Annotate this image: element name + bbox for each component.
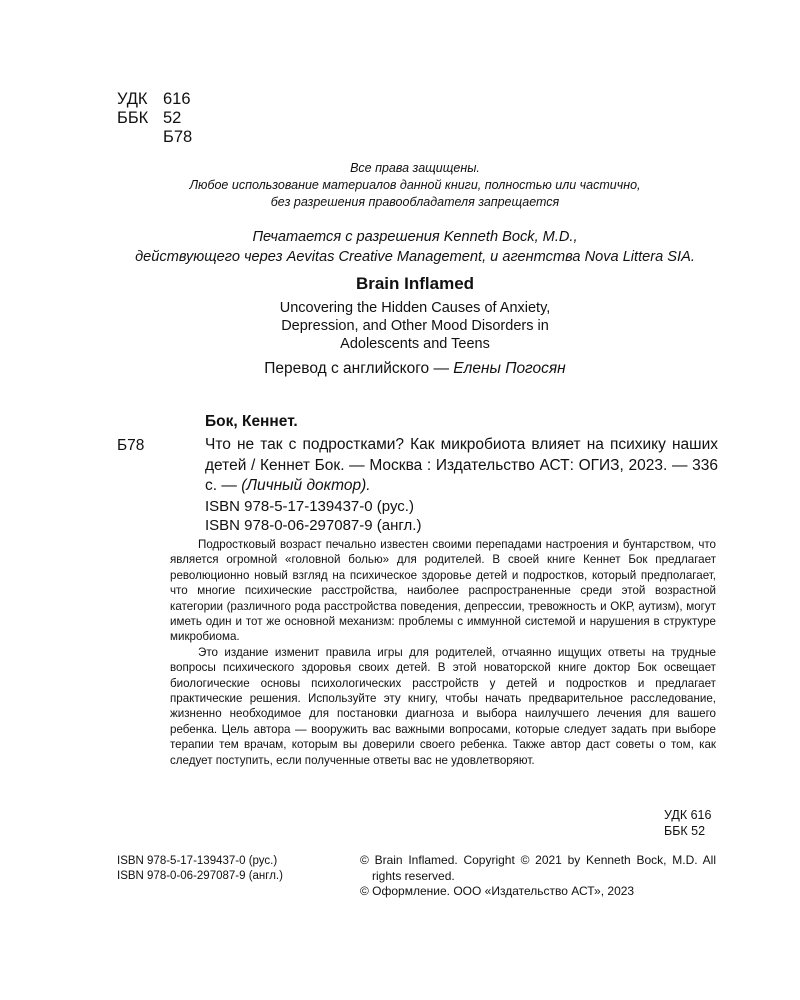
translation-credit (100, 360, 730, 378)
rights-notice (110, 160, 720, 211)
classification-bottom (664, 808, 711, 839)
abstract-paragraph: Это издание изменит правила игры для родителей, отчаянно ищущих ответы на трудные вопросы психического здоровья своих детей. В этой новаторской книге доктор Бок освещает биологические основы психологических расстройств у детей и подростков и предлагает практические решения. Используйте эту книгу, чтобы начать предварительное расследование, жизненно необходимое для постановки диагноза и выбора наилучшего лечения для вашего ребенка. Цель автора — вооружить вас важными вопросами, которые следует задать при выборе терапии тем врачам, которым вы доверили своего ребенка. Также автор даст советы о том, как следует поступить, если полученные ответы вас не удовлетворяют. (170, 645, 716, 767)
rights-line: Любое использование материалов данной книги, полностью или частично, (189, 178, 641, 192)
classification-codes (117, 90, 192, 147)
catalog-author: Бок, Кеннет. (205, 413, 298, 430)
isbn-en: ISBN 978-0-06-297087-9 (англ.) (205, 517, 422, 534)
original-subtitle (200, 299, 630, 353)
translator-name: Елены Погосян (453, 360, 566, 377)
rights-line: без разрешения правообладателя запрещается (270, 195, 560, 209)
permission-line: Печатается с разрешения Kenneth Bock, M.D., (252, 229, 578, 245)
copyright-notice (360, 853, 716, 900)
udk-label: УДК (117, 90, 148, 108)
rights-line: Все права защищены. (350, 161, 480, 175)
author-mark: Б78 (163, 128, 193, 146)
bbk-bottom: ББК 52 (664, 823, 706, 838)
original-title: Brain Inflamed (355, 274, 475, 293)
catalog-shelf-mark: Б78 (117, 437, 145, 454)
footer-isbn-ru: ISBN 978-5-17-139437-0 (рус.) (117, 855, 278, 867)
subtitle-line: Depression, and Other Mood Disorders in (281, 318, 549, 334)
catalog-description (205, 435, 718, 497)
udk-value: 616 (163, 90, 191, 108)
bbk-label: ББК (117, 109, 149, 127)
subtitle-line: Uncovering the Hidden Causes of Anxiety, (279, 300, 551, 316)
abstract (170, 537, 716, 768)
description-text: Что не так с подростками? Как микробиота влияет на психику наших детей / Кеннет Бок. — Москва : Издательство АСТ: ОГИЗ, 2023. — 336 с. — (205, 436, 718, 494)
permission-notice (100, 227, 730, 267)
subtitle-line: Adolescents and Teens (340, 336, 490, 352)
bbk-value: 52 (163, 109, 182, 127)
footer-isbn (117, 854, 283, 884)
isbn-ru: ISBN 978-5-17-139437-0 (рус.) (205, 498, 414, 515)
copyright-line: © Brain Inflamed. Copyright © 2021 by Kenneth Bock, M.D. All rights reserved. (360, 853, 716, 883)
catalog-isbn (205, 497, 421, 535)
translation-prefix: Перевод с английского — (264, 360, 449, 377)
series-name: (Личный доктор). (241, 477, 371, 494)
udk-bottom: УДК 616 (664, 808, 712, 822)
permission-line: действующего через Aevitas Creative Management, и агентства Nova Littera SIA. (135, 249, 695, 265)
footer-isbn-en: ISBN 978-0-06-297087-9 (англ.) (117, 870, 283, 882)
abstract-paragraph: Подростковый возраст печально известен своими перепадами настроения и бунтарством, что является огромной «головной болью» для родителей. В своей книге Кеннет Бок предлагает революционно новый взгляд на психическое здоровье детей и подростков, который предполагает, что многие психические расстройства, наиболее распространенные среди этой возрастной категории (различного рода расстройства поведения, депрессии, тревожность и ОКР, аутизм), могут иметь один и тот же основной механизм: проблемы с иммунной системой и нарушения в структуре микробиома. (170, 538, 716, 644)
copyright-line: © Оформление. ООО «Издательство АСТ», 2023 (360, 884, 635, 898)
